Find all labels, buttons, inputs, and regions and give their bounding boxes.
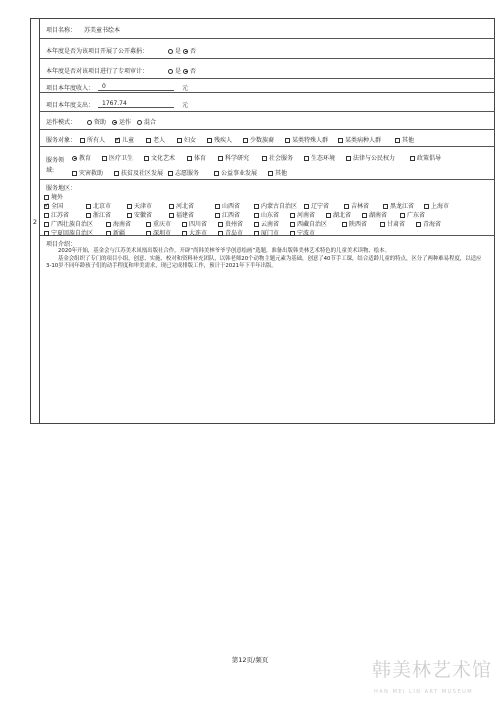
target-elderly[interactable]: 老人	[146, 135, 165, 144]
expense-value[interactable]: 1767.74	[102, 100, 127, 107]
region-anhui[interactable]: 安徽省	[127, 210, 152, 219]
domain-policy[interactable]: 政策倡导	[410, 153, 441, 162]
checkbox-icon	[290, 222, 295, 227]
region-overseas[interactable]: 境外	[44, 192, 63, 201]
checkbox-icon	[187, 156, 192, 161]
mode-option-fund[interactable]: 资助	[87, 117, 106, 126]
region-shenzhen[interactable]: 深圳市	[146, 228, 171, 237]
service-target-label: 服务对象：	[46, 137, 77, 144]
checkbox-icon	[383, 204, 388, 209]
project-name-value: 苏美童书绘本	[84, 27, 121, 34]
target-all[interactable]: 所有人	[80, 135, 105, 144]
operation-mode-row	[40, 112, 495, 130]
checkbox-icon	[395, 138, 400, 143]
region-tibet[interactable]: 西藏自治区	[290, 219, 327, 228]
region-jilin[interactable]: 吉林省	[344, 201, 369, 210]
checkbox-icon	[106, 222, 111, 227]
region-jiangxi[interactable]: 江西省	[215, 210, 240, 219]
region-fujian[interactable]: 福建省	[169, 210, 194, 219]
target-ethnic[interactable]: 少数族裔	[243, 135, 274, 144]
checkbox-checked-icon	[44, 204, 49, 209]
region-jiangsu[interactable]: 江苏省	[44, 210, 69, 219]
region-guangdong[interactable]: 广东省	[400, 210, 425, 219]
checkbox-icon	[344, 204, 349, 209]
checkbox-icon	[72, 171, 77, 176]
mode-option-operate[interactable]: 运作	[112, 117, 131, 126]
checkbox-icon	[168, 171, 173, 176]
checkbox-icon	[416, 222, 421, 227]
checkbox-icon	[254, 204, 259, 209]
row-index: 2	[32, 218, 38, 226]
fundraising-option-yes[interactable]: 是	[168, 46, 181, 55]
checkbox-icon	[106, 231, 111, 236]
checkbox-icon	[102, 156, 107, 161]
region-yunnan[interactable]: 云南省	[254, 219, 279, 228]
region-tianjin[interactable]: 天津市	[127, 201, 152, 210]
checkbox-icon	[182, 231, 187, 236]
region-chongqing[interactable]: 重庆市	[146, 219, 171, 228]
expense-unit: 元	[182, 102, 189, 109]
domain-law-rights[interactable]: 法律与公民权力	[346, 153, 395, 162]
checkbox-icon	[169, 204, 174, 209]
checkbox-icon	[44, 231, 49, 236]
service-domain-label-2: 域:	[46, 167, 55, 174]
fundraising-option-no[interactable]: 否	[183, 46, 196, 55]
checkbox-icon	[127, 213, 132, 218]
checkbox-icon	[290, 231, 295, 236]
checkbox-icon	[254, 222, 259, 227]
domain-social-service[interactable]: 社会服务	[262, 153, 293, 162]
checkbox-icon	[114, 171, 119, 176]
checkbox-icon	[338, 138, 343, 143]
checkbox-icon	[182, 222, 187, 227]
project-intro-paragraph-1: 2020年开始，基金会与江苏美术凤凰出版社合作，开辟“尚韩美林爷爷学创意绘画”选题，准备出版韩美林艺术特色的儿童美术读物、绘本。	[58, 248, 390, 254]
service-domain-row	[40, 147, 495, 180]
checkbox-icon	[146, 138, 151, 143]
audit-option-yes[interactable]: 是	[168, 66, 181, 75]
checkbox-icon	[380, 222, 385, 227]
checkbox-icon	[268, 171, 273, 176]
domain-disaster-relief[interactable]: 灾害救助	[72, 168, 103, 177]
region-inner-mongolia[interactable]: 内蒙古自治区	[254, 201, 297, 210]
radio-icon	[168, 69, 173, 74]
audit-option-no[interactable]: 否	[183, 66, 196, 75]
region-guangxi[interactable]: 广西壮族自治区	[44, 219, 93, 228]
domain-education[interactable]: 教育	[72, 153, 91, 162]
domain-culture-art[interactable]: 文化艺术	[144, 153, 175, 162]
expense-underline	[98, 107, 174, 108]
checkbox-icon	[86, 204, 91, 209]
region-qingdao[interactable]: 青岛市	[218, 228, 243, 237]
domain-sports[interactable]: 体育	[187, 153, 206, 162]
region-guizhou[interactable]: 贵州省	[218, 219, 243, 228]
target-disease-group[interactable]: 某类病种人群	[338, 135, 381, 144]
checkbox-checked-icon	[115, 138, 120, 143]
checkbox-icon	[424, 204, 429, 209]
project-name-row	[40, 18, 495, 39]
checkbox-icon	[410, 156, 415, 161]
domain-ecology[interactable]: 生态环境	[304, 153, 335, 162]
service-domain-label-1: 服务领	[46, 157, 65, 164]
domain-volunteer[interactable]: 志愿服务	[168, 168, 199, 177]
special-audit-row	[40, 59, 495, 79]
checkbox-icon	[44, 222, 49, 227]
region-nationwide[interactable]: ✓全国	[44, 201, 63, 210]
domain-public-welfare[interactable]: 公益事业发展	[214, 168, 257, 177]
checkbox-icon	[214, 171, 219, 176]
region-xiamen[interactable]: 厦门市	[254, 228, 279, 237]
checkbox-icon	[342, 222, 347, 227]
checkbox-icon	[254, 213, 259, 218]
checkbox-icon	[304, 204, 309, 209]
target-children[interactable]: ✓ 儿童	[115, 135, 134, 144]
service-region-label: 服务地区：	[46, 185, 77, 192]
checkbox-icon	[177, 138, 182, 143]
domain-poverty[interactable]: 扶贫及社区发展	[114, 168, 163, 177]
special-audit-label: 本年度是否对该项目进行了专项审计：	[46, 68, 149, 75]
region-hunan[interactable]: 湖南省	[362, 210, 387, 219]
region-shanxi[interactable]: 山西省	[215, 201, 240, 210]
radio-selected-icon	[183, 49, 188, 54]
checkbox-icon	[218, 222, 223, 227]
checkbox-icon	[215, 204, 220, 209]
checkbox-icon	[362, 213, 367, 218]
region-henan[interactable]: 河南省	[290, 210, 315, 219]
domain-science[interactable]: 科学研究	[218, 153, 249, 162]
checkbox-icon	[326, 213, 331, 218]
checkbox-icon	[304, 156, 309, 161]
region-shanghai[interactable]: 上海市	[424, 201, 449, 210]
operation-mode-label: 运作模式：	[46, 119, 77, 126]
income-unit: 元	[182, 85, 189, 92]
target-disabled[interactable]: 残疾人	[207, 135, 232, 144]
project-intro-paragraph-2: 基金会组织了专门的项目小组，创意、实施、校对和资料补充团队，以韩老师20个动物主题元素为基础，创意了40节手工课，结合适龄儿童的特点，区分了两种难易程度，以适应3-10岁不同年龄孩子们的动手程度和审美需求，现已完成排版工作，预计于2021年下半年出版。	[46, 255, 482, 269]
checkbox-icon	[218, 231, 223, 236]
checkbox-icon	[218, 156, 223, 161]
region-hubei[interactable]: 湖北省	[326, 210, 351, 219]
checkbox-icon	[207, 138, 212, 143]
region-liaoning[interactable]: 辽宁省	[304, 201, 329, 210]
public-fundraising-label: 本年度是否为该项目开展了公开募捐：	[46, 48, 149, 55]
checkbox-icon	[127, 204, 132, 209]
domain-other[interactable]: 其他	[268, 168, 287, 177]
watermark-title: 韩美林艺术馆	[372, 659, 493, 681]
radio-selected-icon	[112, 120, 117, 125]
region-sichuan[interactable]: 四川省	[182, 219, 207, 228]
checkbox-icon	[146, 231, 151, 236]
radio-selected-icon	[72, 156, 77, 161]
checkbox-icon	[44, 195, 49, 200]
radio-icon	[137, 120, 142, 125]
expense-label: 项目本年度支出：	[46, 102, 95, 109]
checkbox-icon	[215, 213, 220, 218]
region-dalian[interactable]: 大连市	[182, 228, 207, 237]
watermark-subtitle: HAN MEI LIN ART MUSEUM	[374, 689, 474, 695]
project-intro-text	[46, 248, 486, 271]
income-value[interactable]: 0	[102, 83, 106, 90]
radio-selected-icon	[183, 69, 188, 74]
income-row	[40, 79, 495, 93]
checkbox-icon	[254, 231, 259, 236]
region-xinjiang[interactable]: 新疆	[106, 228, 125, 237]
public-fundraising-row	[40, 39, 495, 59]
checkbox-icon	[262, 156, 267, 161]
target-other[interactable]: 其他	[395, 135, 414, 144]
region-shaanxi[interactable]: 陕西省	[342, 219, 367, 228]
region-hainan[interactable]: 海南省	[106, 219, 131, 228]
checkbox-icon	[169, 213, 174, 218]
region-hebei[interactable]: 河北省	[169, 201, 194, 210]
radio-icon	[87, 120, 92, 125]
checkbox-icon	[290, 213, 295, 218]
service-target-row	[40, 130, 495, 147]
region-heilongjiang[interactable]: 黑龙江省	[383, 201, 414, 210]
checkbox-icon	[285, 138, 290, 143]
region-gansu[interactable]: 甘肃省	[380, 219, 405, 228]
checkbox-icon	[144, 156, 149, 161]
project-intro-label: 项目介绍：	[46, 241, 77, 248]
region-beijing[interactable]: 北京市	[86, 201, 111, 210]
mode-option-mixed[interactable]: 混合	[137, 117, 156, 126]
checkbox-icon	[86, 213, 91, 218]
target-special-group[interactable]: 某类特殊人群	[285, 135, 328, 144]
service-region-row	[40, 180, 495, 236]
checkbox-icon	[44, 213, 49, 218]
region-shandong[interactable]: 山东省	[254, 210, 279, 219]
museum-watermark	[372, 655, 492, 700]
region-qinghai[interactable]: 青海省	[416, 219, 441, 228]
region-ningxia[interactable]: 宁夏回族自治区	[44, 228, 93, 237]
income-underline	[98, 90, 174, 91]
project-name-label: 项目名称：	[46, 27, 77, 34]
target-women[interactable]: 妇女	[177, 135, 196, 144]
income-label: 项目本年度收入：	[46, 85, 95, 92]
checkbox-icon	[146, 222, 151, 227]
checkbox-icon	[346, 156, 351, 161]
domain-healthcare[interactable]: 医疗卫生	[102, 153, 133, 162]
expense-row	[40, 93, 495, 112]
checkbox-icon	[80, 138, 85, 143]
region-ningbo[interactable]: 宁波市	[290, 228, 315, 237]
page-number: 第12页/频页	[231, 656, 269, 664]
checkbox-icon	[400, 213, 405, 218]
checkbox-icon	[243, 138, 248, 143]
radio-icon	[168, 49, 173, 54]
region-zhejiang[interactable]: 浙江省	[86, 210, 111, 219]
